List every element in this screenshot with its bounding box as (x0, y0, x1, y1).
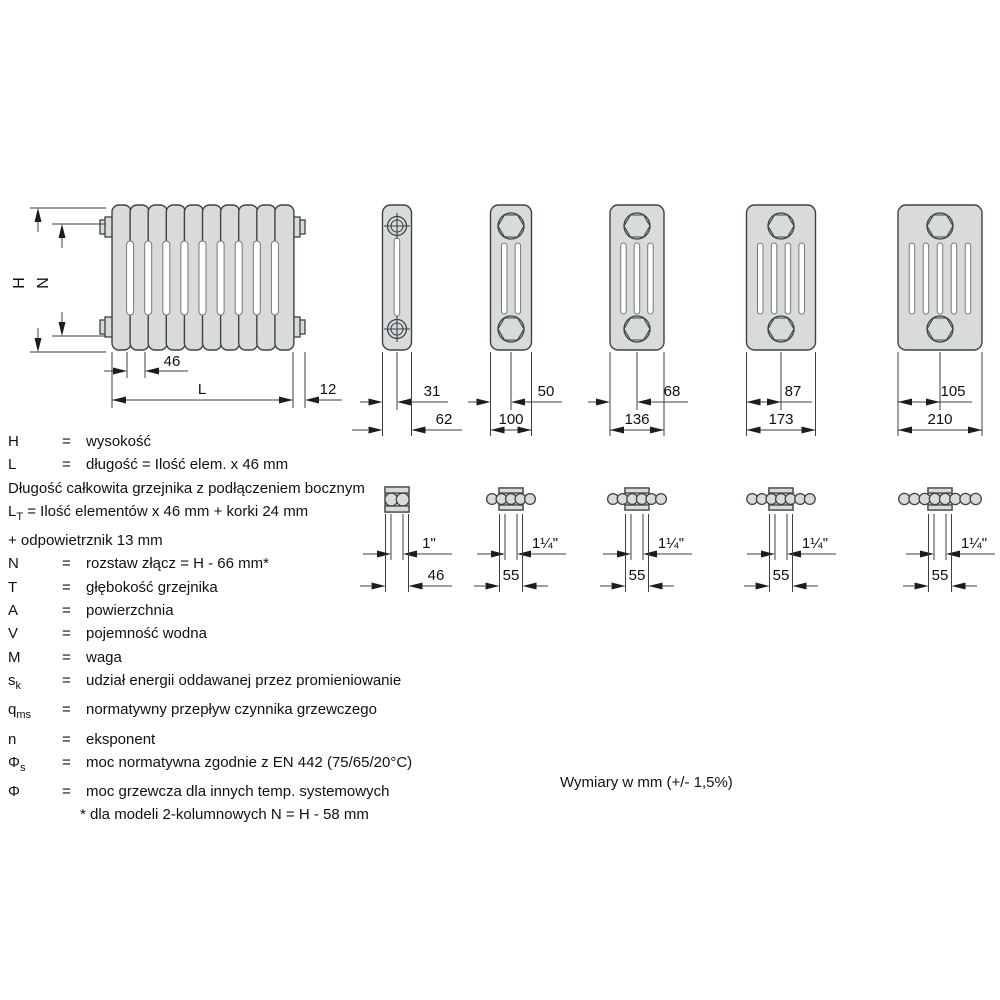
dimensions-tolerance-note: Wymiary w mm (+/- 1,5%) (560, 774, 733, 791)
side-view-2col (383, 205, 412, 350)
legend-row: $s_k$ = udział energii oddawanej przez promieniowanie (8, 671, 402, 692)
side-view-4col (610, 205, 664, 350)
legend-row: Φ = moc grzewcza dla innych temp. systemowych (8, 783, 390, 801)
legend-row: n = eksponent (8, 730, 156, 748)
side-view-5col (747, 205, 816, 350)
side-view-6col-dimensions (898, 352, 982, 436)
legend-row: $\Phi_s$ = moc normatywna zgodnie z EN 442 (75/65/20°C) (8, 753, 413, 774)
top-view-4col-dimensions (600, 514, 692, 592)
legend-row: + odpowietrznik 13 mm (8, 532, 163, 550)
dim-label-half-depth-3col: 50 (537, 383, 555, 400)
dim-label-connection-6col: 1¼" (960, 535, 988, 552)
legend-row: L = długość = Ilość elem. x 46 mm (8, 456, 289, 474)
top-view-6col (899, 488, 982, 510)
legend-row: M = waga (8, 648, 122, 666)
dim-label-connection-5col: 1¼" (801, 535, 829, 552)
dim-label-end-extension: 12 (319, 381, 337, 398)
dim-label-connection-2col: 1" (422, 535, 436, 552)
legend-row: $q_{ms}$ = normatywny przepływ czynnika grzewczego (8, 701, 377, 722)
side-view-3col-dimensions (468, 352, 562, 436)
dim-label-half-depth-2col: 31 (423, 383, 441, 400)
top-view-6col-dimensions (903, 514, 995, 592)
dim-label-hub-5col: 55 (772, 567, 790, 584)
top-view-5col-dimensions (744, 514, 836, 592)
dim-label-hub-4col: 55 (628, 567, 646, 584)
side-view-3col (491, 205, 532, 350)
side-view-4col-dimensions (588, 352, 688, 436)
dim-label-H: H (11, 277, 28, 289)
dim-label-half-depth-4col: 68 (663, 383, 681, 400)
legend-row: T = głębokość grzejnika (8, 578, 218, 596)
top-view-4col (608, 488, 667, 510)
legend-row: V = pojemność wodna (8, 625, 207, 643)
legend-row: N = rozstaw złącz = H - 66 mm* (8, 555, 269, 573)
dim-label-hub-2col: 46 (427, 567, 445, 584)
dim-label-depth-3col: 100 (498, 411, 524, 428)
dim-label-depth-2col: 62 (435, 411, 453, 428)
dim-label-hub-3col: 55 (502, 567, 520, 584)
top-view-5col (747, 488, 815, 510)
dim-label-N: N (35, 277, 52, 289)
dim-label-connection-4col: 1¼" (657, 535, 685, 552)
front-view-drawing (100, 205, 305, 350)
dim-label-depth-6col: 210 (927, 411, 953, 428)
legend-row: $L_T$ = Ilość elementów x 46 mm + korki 24 mm (8, 502, 309, 523)
legend-footnote-row: * dla modeli 2-kolumnowych N = H - 58 mm (80, 806, 369, 824)
legend-row: Długość całkowita grzejnika z podłączeniem bocznym (8, 479, 365, 497)
legend-row: A = powierzchnia (8, 602, 174, 620)
dim-label-length: L (197, 381, 207, 398)
dim-label-half-depth-6col: 105 (940, 383, 966, 400)
side-view-6col (898, 205, 982, 350)
column-gaps (127, 241, 279, 315)
side-view-2col-dimensions (352, 352, 462, 436)
dim-label-hub-6col: 55 (931, 567, 949, 584)
legend (8, 430, 553, 827)
dim-label-connection-3col: 1¼" (531, 535, 559, 552)
side-view-5col-dimensions (747, 352, 816, 436)
dim-label-element-pitch: 46 (163, 353, 181, 370)
legend-row: H = wysokość (8, 433, 152, 450)
dim-label-half-depth-5col: 87 (784, 383, 802, 400)
dim-label-depth-5col: 173 (768, 411, 794, 428)
dim-label-depth-4col: 136 (624, 411, 650, 428)
